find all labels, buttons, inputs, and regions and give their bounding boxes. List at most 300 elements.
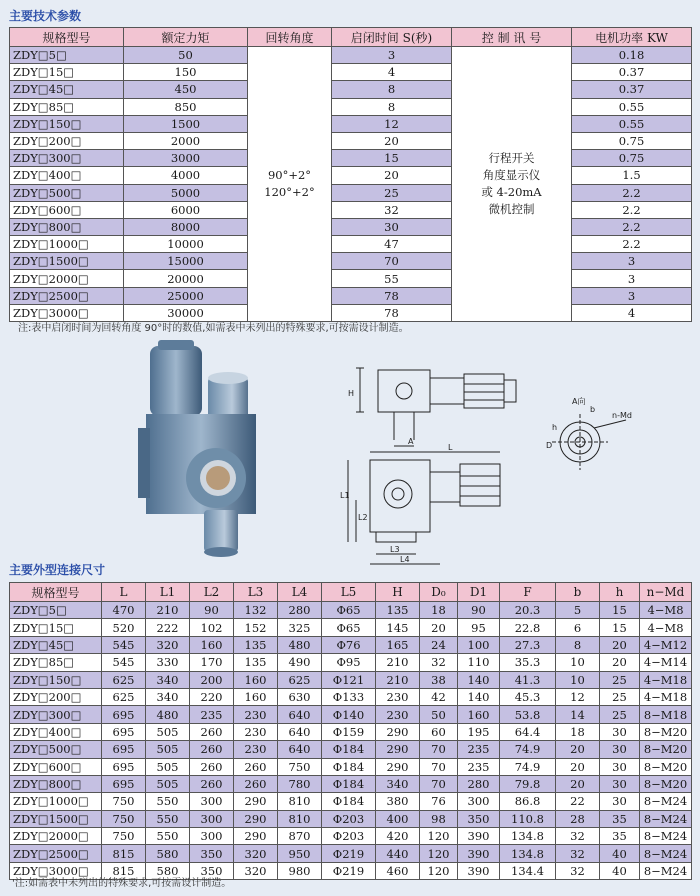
tech-header-cell: 电机功率 KW	[572, 28, 692, 47]
dim-value-cell: 340	[376, 775, 420, 792]
dim-row	[10, 741, 692, 758]
dim-value-cell: 25	[600, 671, 640, 688]
dim-header-cell: D1	[458, 583, 500, 602]
model-cell: ZDY□2500□	[10, 287, 124, 304]
dim-value-cell: Φ184	[322, 758, 376, 775]
dim-value-cell: 340	[146, 671, 190, 688]
dim-value-cell: 300	[190, 810, 234, 827]
dim-value-cell: 79.8	[500, 775, 556, 792]
dim-value-cell: 41.3	[500, 671, 556, 688]
tech-row	[10, 236, 692, 253]
angle-line: 90°+2°	[267, 168, 312, 182]
dim-value-cell: 210	[376, 654, 420, 671]
dim-value-cell: 390	[458, 845, 500, 862]
dim-value-cell: 134.8	[500, 845, 556, 862]
label-n-Md: n-Md	[612, 411, 632, 420]
power-cell: 0.75	[572, 132, 692, 149]
dim-value-cell: 30	[600, 741, 640, 758]
tech-row	[10, 218, 692, 235]
tech-header-cell: 启闭时间 S(秒)	[332, 28, 452, 47]
dim-value-cell: 390	[458, 862, 500, 879]
dim-value-cell: 320	[234, 845, 278, 862]
dim-value-cell: 60	[420, 723, 458, 740]
dim-value-cell: Φ203	[322, 828, 376, 845]
dim-model-cell: ZDY□600□	[10, 758, 102, 775]
dim-value-cell: 160	[234, 671, 278, 688]
dim-value-cell: 290	[376, 758, 420, 775]
tech-row	[10, 115, 692, 132]
power-cell: 0.55	[572, 115, 692, 132]
dim-value-cell: 480	[278, 636, 322, 653]
dim-value-cell: 38	[420, 671, 458, 688]
dim-row	[10, 793, 692, 810]
section-title-tech-params: 主要技术参数	[9, 9, 82, 23]
dim-value-cell: 5	[556, 602, 600, 619]
dimension-drawing	[340, 360, 640, 570]
dim-value-cell: 290	[234, 828, 278, 845]
dim-value-cell: 480	[146, 706, 190, 723]
dim-value-cell: 4−M18	[640, 688, 692, 705]
dim-value-cell: 76	[420, 793, 458, 810]
dim-value-cell: 640	[278, 706, 322, 723]
label-L4: L4	[400, 555, 410, 564]
dim-value-cell: 27.3	[500, 636, 556, 653]
dim-value-cell: 545	[102, 636, 146, 653]
dim-value-cell: 505	[146, 758, 190, 775]
model-cell: ZDY□1000□	[10, 236, 124, 253]
actuator-photo	[128, 338, 278, 558]
model-cell: ZDY□2000□	[10, 270, 124, 287]
dim-value-cell: 695	[102, 775, 146, 792]
dim-value-cell: 35.3	[500, 654, 556, 671]
dim-value-cell: 35	[600, 828, 640, 845]
dim-value-cell: 550	[146, 793, 190, 810]
time-cell: 78	[332, 287, 452, 304]
model-cell: ZDY□5□	[10, 47, 124, 64]
dim-header-cell: L	[102, 583, 146, 602]
dim-value-cell: 235	[458, 741, 500, 758]
section-title-dimensions: 主要外型连接尺寸	[9, 563, 106, 577]
dim-value-cell: 260	[190, 775, 234, 792]
dim-value-cell: 15	[600, 602, 640, 619]
dim-row	[10, 654, 692, 671]
torque-cell: 5000	[124, 184, 248, 201]
tech-row	[10, 167, 692, 184]
torque-cell: 15000	[124, 253, 248, 270]
dim-value-cell: 18	[420, 602, 458, 619]
dim-header-cell: F	[500, 583, 556, 602]
dim-value-cell: 70	[420, 741, 458, 758]
dim-value-cell: 110	[458, 654, 500, 671]
dim-value-cell: Φ184	[322, 775, 376, 792]
dim-value-cell: 280	[278, 602, 322, 619]
dim-header-cell: L5	[322, 583, 376, 602]
dim-value-cell: 28	[556, 810, 600, 827]
model-cell: ZDY□150□	[10, 115, 124, 132]
dim-value-cell: 134.8	[500, 828, 556, 845]
power-cell: 2.2	[572, 236, 692, 253]
time-cell: 78	[332, 304, 452, 321]
dim-value-cell: 8−M24	[640, 810, 692, 827]
dim-value-cell: 695	[102, 741, 146, 758]
dim-model-cell: ZDY□1000□	[10, 793, 102, 810]
dim-value-cell: Φ95	[322, 654, 376, 671]
power-cell: 1.5	[572, 167, 692, 184]
dim-model-cell: ZDY□15□	[10, 619, 102, 636]
model-cell: ZDY□45□	[10, 81, 124, 98]
control-signal-line: 或 4-20mA	[481, 185, 542, 199]
dim-value-cell: 200	[190, 671, 234, 688]
dim-value-cell: 110.8	[500, 810, 556, 827]
dim-value-cell: 235	[458, 758, 500, 775]
dim-row	[10, 636, 692, 653]
dim-value-cell: 120	[420, 862, 458, 879]
power-cell: 0.18	[572, 47, 692, 64]
dim-value-cell: 12	[556, 688, 600, 705]
dim-row	[10, 845, 692, 862]
dim-value-cell: 22.8	[500, 619, 556, 636]
dim-value-cell: 4−M18	[640, 671, 692, 688]
power-cell: 3	[572, 287, 692, 304]
dim-value-cell: 750	[102, 828, 146, 845]
label-L3: L3	[390, 545, 400, 554]
dim-model-cell: ZDY□500□	[10, 741, 102, 758]
dim-value-cell: 280	[458, 775, 500, 792]
torque-cell: 6000	[124, 201, 248, 218]
dim-value-cell: Φ76	[322, 636, 376, 653]
control-signal-line: 微机控制	[488, 202, 535, 216]
dim-model-cell: ZDY□400□	[10, 723, 102, 740]
dim-value-cell: 750	[278, 758, 322, 775]
dim-value-cell: 32	[556, 828, 600, 845]
dim-value-cell: 870	[278, 828, 322, 845]
dim-value-cell: 815	[102, 862, 146, 879]
dim-value-cell: 400	[376, 810, 420, 827]
dim-value-cell: 580	[146, 845, 190, 862]
time-cell: 70	[332, 253, 452, 270]
dim-model-cell: ZDY□45□	[10, 636, 102, 653]
dim-value-cell: 300	[458, 793, 500, 810]
torque-cell: 30000	[124, 304, 248, 321]
model-cell: ZDY□400□	[10, 167, 124, 184]
dim-value-cell: 32	[556, 862, 600, 879]
dim-value-cell: 20	[600, 654, 640, 671]
dim-value-cell: 90	[190, 602, 234, 619]
dim-value-cell: 42	[420, 688, 458, 705]
dim-value-cell: 98	[420, 810, 458, 827]
label-L2: L2	[358, 513, 368, 522]
dimensions-table	[9, 582, 692, 880]
dim-value-cell: 160	[234, 688, 278, 705]
dim-header-cell: h	[600, 583, 640, 602]
control-signal-line: 角度显示仪	[482, 168, 541, 182]
dim-value-cell: 134.4	[500, 862, 556, 879]
dim-value-cell: 950	[278, 845, 322, 862]
dim-header-cell: b	[556, 583, 600, 602]
dim-value-cell: Φ219	[322, 862, 376, 879]
label-A: A	[408, 437, 414, 446]
dim-value-cell: 320	[234, 862, 278, 879]
dim-value-cell: 330	[146, 654, 190, 671]
dim-value-cell: 210	[146, 602, 190, 619]
tech-row	[10, 47, 692, 64]
tech-row	[10, 81, 692, 98]
dim-value-cell: Φ203	[322, 810, 376, 827]
tech-header-cell: 控 制 讯 号	[452, 28, 572, 47]
torque-cell: 150	[124, 64, 248, 81]
label-L1: L1	[340, 491, 350, 500]
dim-value-cell: 290	[376, 741, 420, 758]
dim-value-cell: 70	[420, 758, 458, 775]
torque-cell: 1500	[124, 115, 248, 132]
dim-header-cell: 规格型号	[10, 583, 102, 602]
dim-value-cell: 45.3	[500, 688, 556, 705]
dim-value-cell: 490	[278, 654, 322, 671]
dim-value-cell: 135	[234, 654, 278, 671]
dim-value-cell: 210	[376, 671, 420, 688]
model-cell: ZDY□300□	[10, 150, 124, 167]
dim-value-cell: 8	[556, 636, 600, 653]
dim-header-cell: L3	[234, 583, 278, 602]
dim-value-cell: 815	[102, 845, 146, 862]
dim-value-cell: 132	[234, 602, 278, 619]
rotation-angle-cell	[248, 47, 332, 322]
dim-value-cell: 350	[190, 862, 234, 879]
dim-row	[10, 775, 692, 792]
dim-value-cell: 580	[146, 862, 190, 879]
dim-value-cell: 260	[234, 758, 278, 775]
torque-cell: 3000	[124, 150, 248, 167]
dim-value-cell: 8−M24	[640, 793, 692, 810]
dim-value-cell: 74.9	[500, 758, 556, 775]
dim-value-cell: Φ159	[322, 723, 376, 740]
dim-header-cell: H	[376, 583, 420, 602]
time-cell: 15	[332, 150, 452, 167]
dim-value-cell: 625	[278, 671, 322, 688]
power-cell: 2.2	[572, 201, 692, 218]
dim-value-cell: 550	[146, 828, 190, 845]
dim-value-cell: 750	[102, 810, 146, 827]
dim-value-cell: 4−M8	[640, 602, 692, 619]
dim-header-cell: n−Md	[640, 583, 692, 602]
dim-value-cell: 30	[600, 758, 640, 775]
control-signal-cell	[452, 47, 572, 322]
dim-value-cell: 64.4	[500, 723, 556, 740]
dim-value-cell: 505	[146, 741, 190, 758]
time-cell: 3	[332, 47, 452, 64]
tech-row	[10, 201, 692, 218]
dim-row	[10, 706, 692, 723]
dim-value-cell: 8−M24	[640, 845, 692, 862]
angle-line: 120°+2°	[264, 185, 315, 199]
dim-value-cell: 810	[278, 793, 322, 810]
dim-header-cell: D₀	[420, 583, 458, 602]
dim-value-cell: 20	[556, 741, 600, 758]
dim-value-cell: 30	[600, 723, 640, 740]
time-cell: 8	[332, 81, 452, 98]
dim-value-cell: 640	[278, 723, 322, 740]
dim-value-cell: 260	[234, 775, 278, 792]
torque-cell: 850	[124, 98, 248, 115]
dim-row	[10, 723, 692, 740]
dim-value-cell: 8−M20	[640, 723, 692, 740]
dim-value-cell: Φ140	[322, 706, 376, 723]
dim-row	[10, 810, 692, 827]
dim-value-cell: 25	[600, 688, 640, 705]
dim-value-cell: 810	[278, 810, 322, 827]
dim-value-cell: 260	[190, 723, 234, 740]
dim-value-cell: 35	[600, 810, 640, 827]
dim-value-cell: 4−M12	[640, 636, 692, 653]
dim-row	[10, 602, 692, 619]
dim-value-cell: 980	[278, 862, 322, 879]
dim-value-cell: 545	[102, 654, 146, 671]
dim-value-cell: 440	[376, 845, 420, 862]
label-A-dir: A向	[572, 397, 586, 406]
dim-value-cell: 15	[600, 619, 640, 636]
dim-value-cell: Φ65	[322, 619, 376, 636]
dim-value-cell: 222	[146, 619, 190, 636]
dim-value-cell: 8−M18	[640, 706, 692, 723]
dim-value-cell: 625	[102, 688, 146, 705]
dim-value-cell: 520	[102, 619, 146, 636]
dim-value-cell: 380	[376, 793, 420, 810]
tech-params-note: 注:表中启闭时间为回转角度 90°时的数值,如需表中未列出的特殊要求,可按需设计制造。	[18, 323, 409, 334]
dim-value-cell: 4−M8	[640, 619, 692, 636]
dim-model-cell: ZDY□1500□	[10, 810, 102, 827]
dim-value-cell: 750	[102, 793, 146, 810]
dim-row	[10, 828, 692, 845]
torque-cell: 8000	[124, 218, 248, 235]
dim-value-cell: 695	[102, 723, 146, 740]
dim-value-cell: 90	[458, 602, 500, 619]
power-cell: 2.2	[572, 218, 692, 235]
model-cell: ZDY□3000□	[10, 304, 124, 321]
dim-value-cell: 235	[190, 706, 234, 723]
model-cell: ZDY□15□	[10, 64, 124, 81]
tech-params-table	[9, 27, 692, 322]
label-L: L	[448, 443, 453, 452]
dim-value-cell: Φ65	[322, 602, 376, 619]
dim-value-cell: 18	[556, 723, 600, 740]
dim-value-cell: 40	[600, 845, 640, 862]
tech-row	[10, 150, 692, 167]
dim-value-cell: 470	[102, 602, 146, 619]
dim-value-cell: 695	[102, 706, 146, 723]
dim-model-cell: ZDY□2000□	[10, 828, 102, 845]
tech-row	[10, 98, 692, 115]
model-cell: ZDY□200□	[10, 132, 124, 149]
time-cell: 30	[332, 218, 452, 235]
dim-value-cell: 135	[234, 636, 278, 653]
dim-value-cell: 145	[376, 619, 420, 636]
tech-row	[10, 270, 692, 287]
dim-value-cell: 290	[234, 793, 278, 810]
dim-value-cell: 8−M20	[640, 775, 692, 792]
model-cell: ZDY□500□	[10, 184, 124, 201]
tech-header-cell: 回转角度	[248, 28, 332, 47]
dim-value-cell: 460	[376, 862, 420, 879]
power-cell: 0.37	[572, 64, 692, 81]
dim-value-cell: 8−M20	[640, 741, 692, 758]
time-cell: 47	[332, 236, 452, 253]
dim-value-cell: 14	[556, 706, 600, 723]
dim-value-cell: 170	[190, 654, 234, 671]
dim-value-cell: 24	[420, 636, 458, 653]
torque-cell: 4000	[124, 167, 248, 184]
dim-value-cell: 4−M14	[640, 654, 692, 671]
dim-value-cell: 320	[146, 636, 190, 653]
dim-value-cell: 290	[376, 723, 420, 740]
dim-value-cell: 260	[190, 741, 234, 758]
dim-value-cell: 74.9	[500, 741, 556, 758]
dim-value-cell: 550	[146, 810, 190, 827]
dim-value-cell: 10	[556, 654, 600, 671]
power-cell: 0.37	[572, 81, 692, 98]
dim-value-cell: 230	[234, 741, 278, 758]
dim-value-cell: 165	[376, 636, 420, 653]
label-D: D	[546, 441, 553, 450]
time-cell: 20	[332, 132, 452, 149]
dim-value-cell: 300	[190, 828, 234, 845]
tech-header-cell: 规格型号	[10, 28, 124, 47]
tech-header-cell: 额定力矩	[124, 28, 248, 47]
dim-value-cell: 20	[556, 758, 600, 775]
torque-cell: 25000	[124, 287, 248, 304]
dim-value-cell: 230	[234, 706, 278, 723]
dim-value-cell: 140	[458, 671, 500, 688]
tech-row	[10, 184, 692, 201]
dim-model-cell: ZDY□85□	[10, 654, 102, 671]
time-cell: 20	[332, 167, 452, 184]
time-cell: 55	[332, 270, 452, 287]
dim-value-cell: 152	[234, 619, 278, 636]
dim-value-cell: 230	[234, 723, 278, 740]
label-h: h	[552, 423, 558, 432]
dim-value-cell: 160	[458, 706, 500, 723]
dim-model-cell: ZDY□5□	[10, 602, 102, 619]
dim-value-cell: 505	[146, 775, 190, 792]
dim-model-cell: ZDY□2500□	[10, 845, 102, 862]
dim-value-cell: 30	[600, 775, 640, 792]
dim-row	[10, 688, 692, 705]
dim-model-cell: ZDY□800□	[10, 775, 102, 792]
dim-value-cell: 300	[190, 793, 234, 810]
dim-value-cell: Φ121	[322, 671, 376, 688]
dim-value-cell: 160	[190, 636, 234, 653]
dim-value-cell: 10	[556, 671, 600, 688]
dim-value-cell: 135	[376, 602, 420, 619]
torque-cell: 450	[124, 81, 248, 98]
model-cell: ZDY□800□	[10, 218, 124, 235]
dim-header-cell: L2	[190, 583, 234, 602]
dim-value-cell: 625	[102, 671, 146, 688]
power-cell: 3	[572, 253, 692, 270]
dim-value-cell: 50	[420, 706, 458, 723]
dim-value-cell: 8−M24	[640, 862, 692, 879]
dim-value-cell: Φ219	[322, 845, 376, 862]
label-b: b	[590, 405, 596, 414]
dim-value-cell: 505	[146, 723, 190, 740]
dim-value-cell: Φ184	[322, 741, 376, 758]
dim-value-cell: 20	[556, 775, 600, 792]
dim-row	[10, 619, 692, 636]
dim-value-cell: 220	[190, 688, 234, 705]
dim-value-cell: 195	[458, 723, 500, 740]
dim-value-cell: 32	[556, 845, 600, 862]
dim-model-cell: ZDY□300□	[10, 706, 102, 723]
model-cell: ZDY□85□	[10, 98, 124, 115]
